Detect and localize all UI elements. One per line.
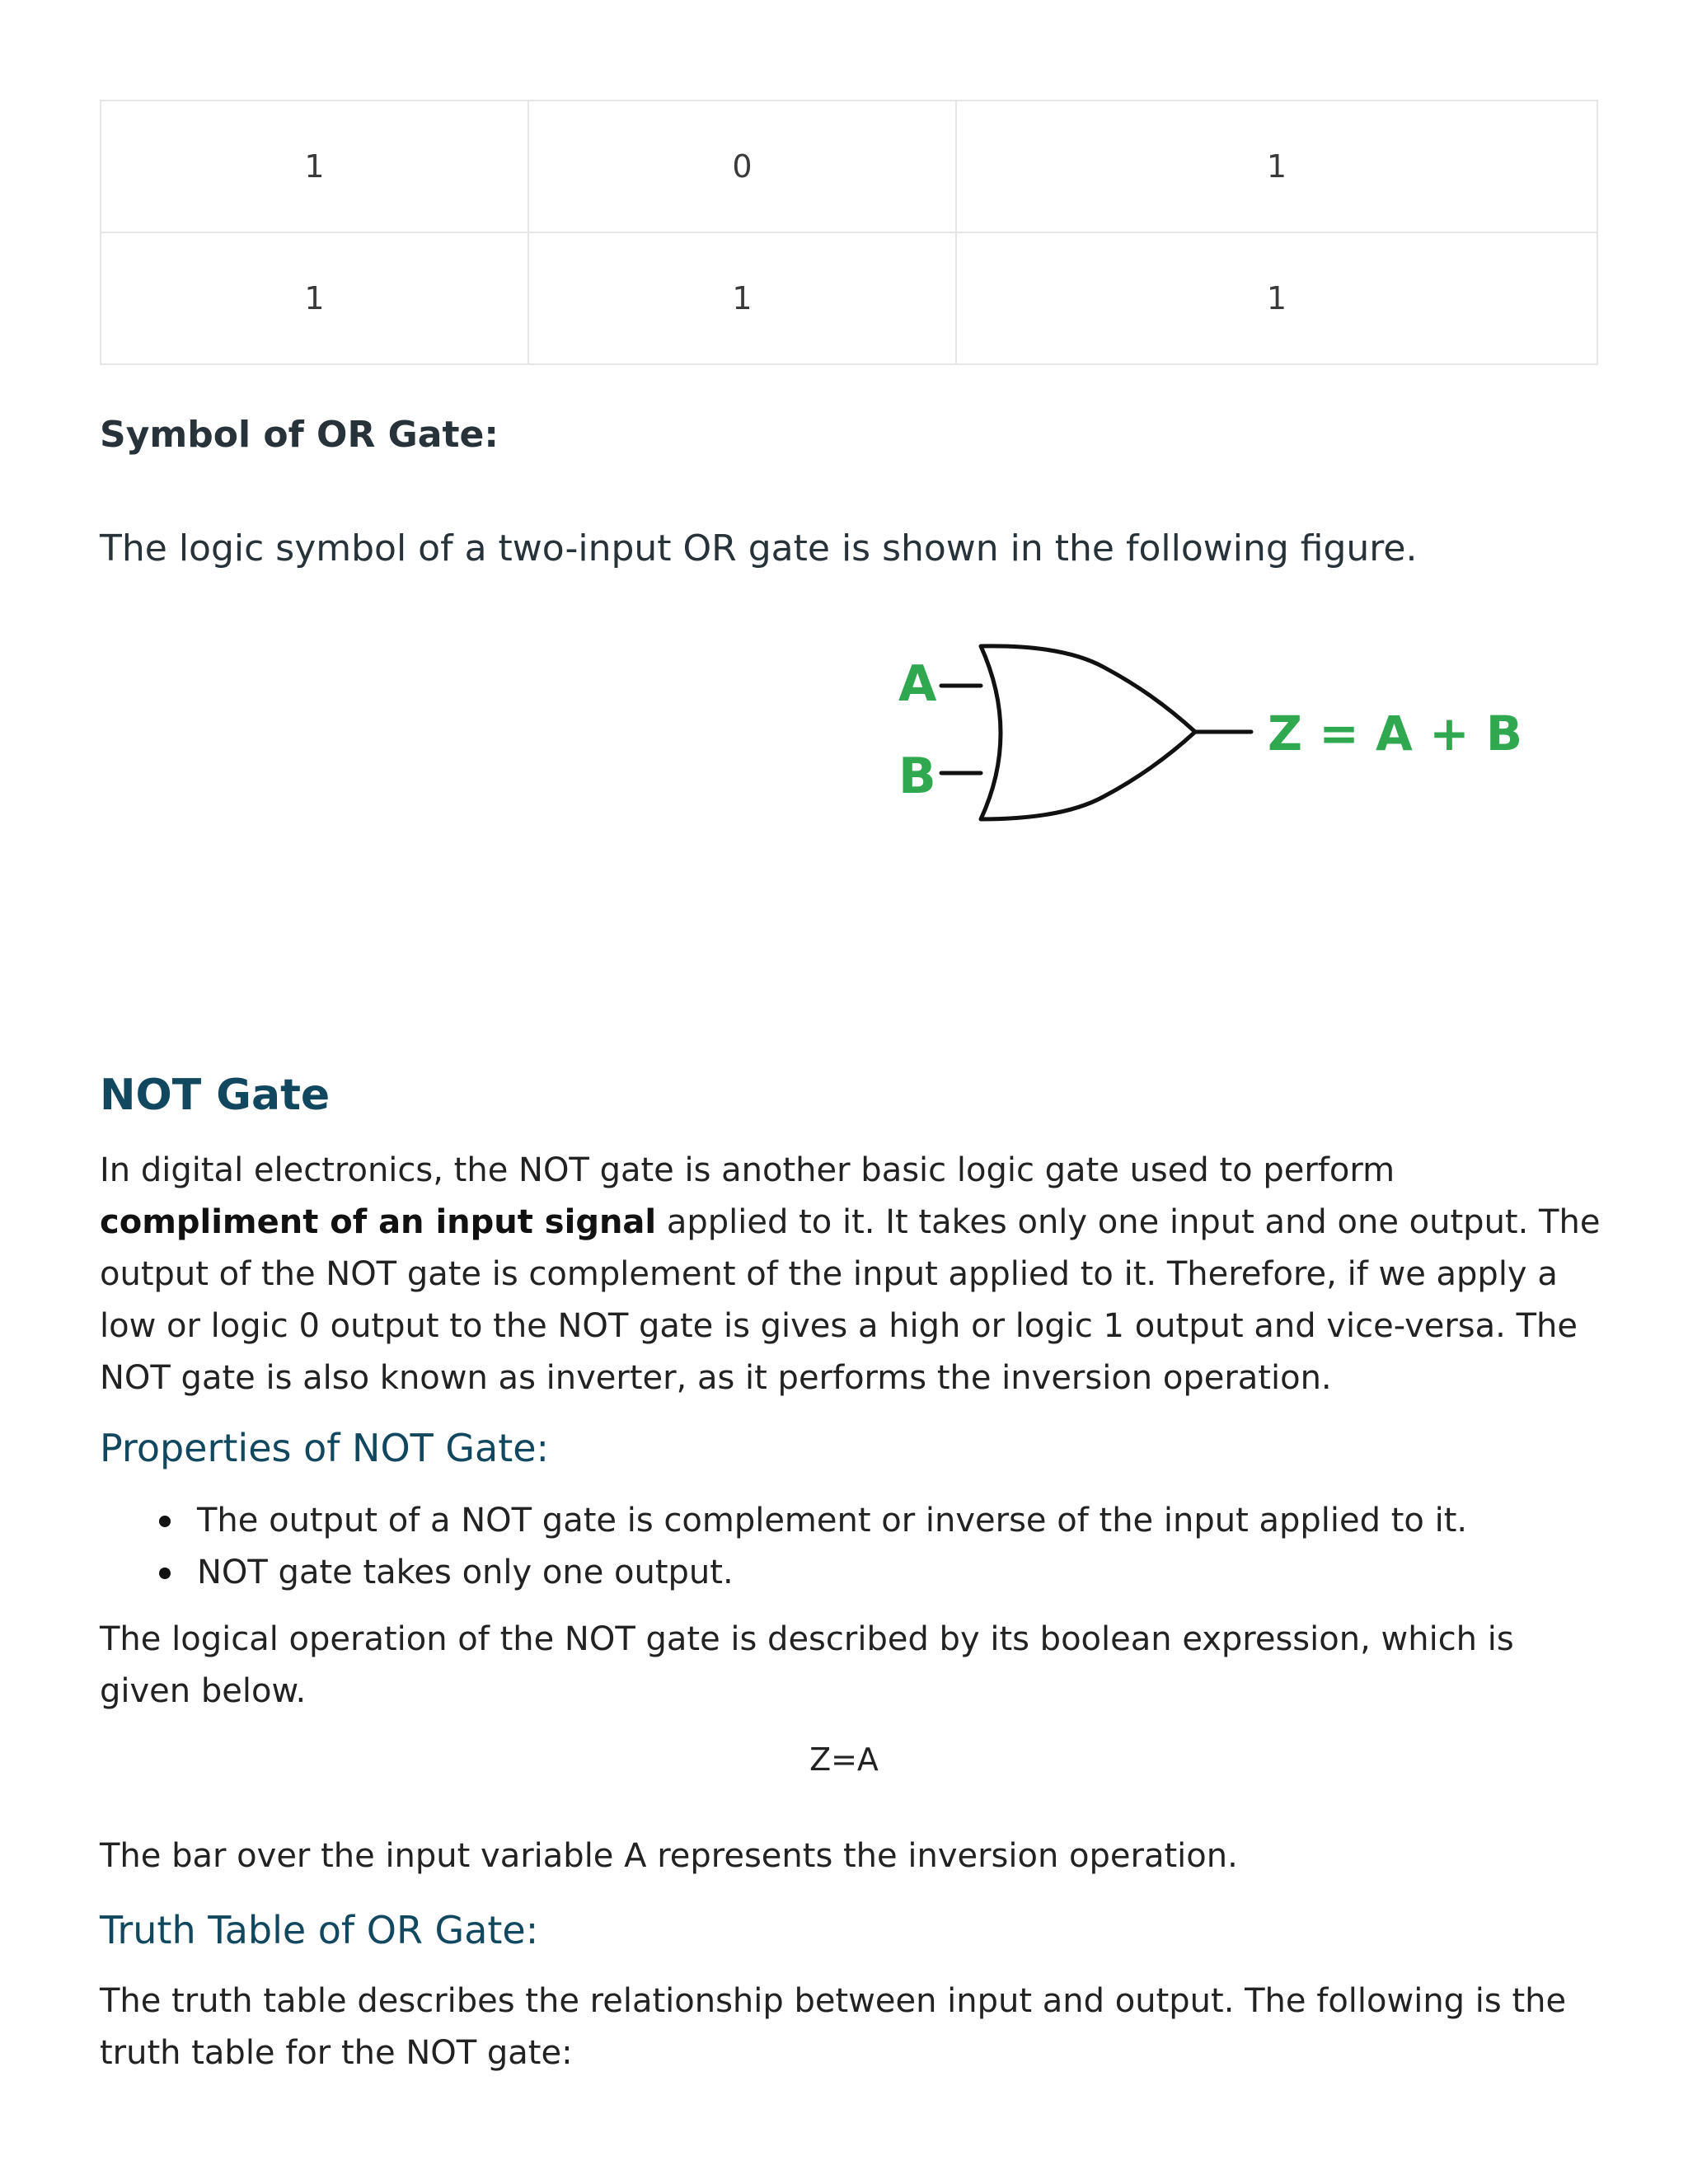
or-gate-symbol-figure <box>849 635 1574 849</box>
or-gate-body <box>981 646 1195 819</box>
list-item <box>100 1547 1467 1599</box>
bar-description: The bar over the input variable A represents the inversion operation. <box>100 1837 1238 1875</box>
not-gate-heading: NOT Gate <box>100 1071 331 1120</box>
list-item <box>100 1495 1467 1547</box>
bullet-icon <box>159 1516 171 1527</box>
intro-text-part2: applied to it. It takes only one input and one output. The output of the NOT gate is complement of the input applied to it. Therefore, if we apply a low or logic 0 output to the NOT gate is gives a high or logic 1 output and vice-versa. The NOT gate is also known as inverter, as it performs the inversion operation. <box>100 1203 1601 1397</box>
table-row <box>101 232 1597 364</box>
bullet-icon <box>159 1568 171 1579</box>
or-symbol-heading: Symbol of OR Gate: <box>100 414 499 456</box>
table-cell: 1 <box>956 232 1597 364</box>
table-cell: 1 <box>101 232 528 364</box>
not-properties-heading: Properties of NOT Gate: <box>100 1426 550 1470</box>
table-cell: 1 <box>528 232 956 364</box>
truth-table-description: The truth table describes the relationship between input and output. The following is the truth table for the NOT gate: <box>100 1982 1567 2072</box>
output-expression-label: Z = A + B <box>1268 705 1523 762</box>
or-truth-table <box>100 100 1598 365</box>
boolean-expression: Z=A <box>809 1741 879 1778</box>
not-properties-list <box>100 1495 1467 1599</box>
input-b-label: B <box>898 748 936 805</box>
table-cell: 1 <box>101 101 528 232</box>
table-row <box>101 101 1597 232</box>
list-item-text: NOT gate takes only one output. <box>197 1554 734 1591</box>
intro-text-part1: In digital electronics, the NOT gate is another basic logic gate used to perform <box>100 1151 1395 1189</box>
logic-operation-text: The logical operation of the NOT gate is described by its boolean expression, which is given below. <box>100 1620 1514 1710</box>
input-a-label: A <box>898 655 937 713</box>
list-item-text: The output of a NOT gate is complement or inverse of the input applied to it. <box>197 1502 1468 1540</box>
intro-text-bold: compliment of an input signal <box>100 1203 657 1241</box>
not-gate-intro <box>100 1145 1608 1404</box>
table-cell: 0 <box>528 101 956 232</box>
table-cell: 1 <box>956 101 1597 232</box>
or-gate-shape <box>941 646 1251 819</box>
or-symbol-description: The logic symbol of a two-input OR gate is shown in the following figure. <box>100 527 1418 569</box>
truth-table-heading: Truth Table of OR Gate: <box>100 1908 539 1952</box>
